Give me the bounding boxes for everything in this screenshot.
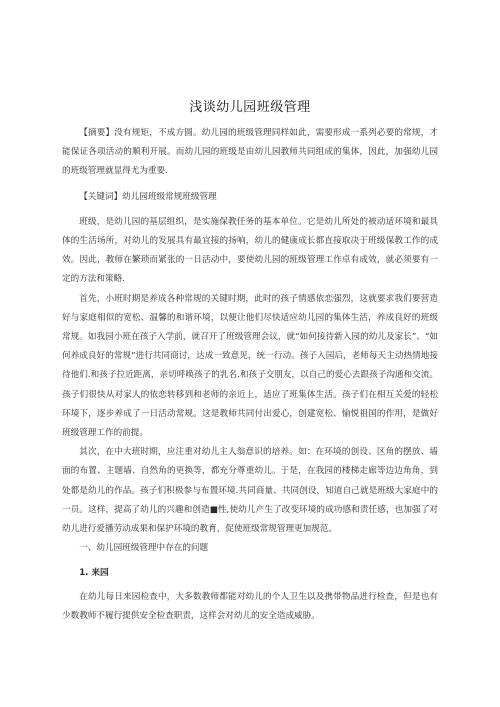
body-paragraph-1: 班级，是幼儿园的基层组织，是实施保教任务的基本单位。它是幼儿所处的被动适环境和最具体的生活场所，对幼儿的发展具有最宜接的扬响，幼儿的健康成长都直接取决于班级保教工作的成效。因此，教师在繁琐而紧张的一日活动中，要使幼儿园的班级管理工作卓有成效，就必须要有一定的方法和策略. [62, 216, 438, 285]
body-paragraph-2: 首先，小班时期是养成各种常规的关键时期，此时的孩子情感依恋强烈，这就要求我们要营造好与家庭相似的宽松、温馨的和谐环境，以便让他们尽快适应幼儿园的集体生活，养成良好的班级常规。如我园小班在孩子入学前，就召开了班级管理会议，就“如何接待新入园的幼儿及家长”、“如何养成良好的常规”进行共同商讨，达成一致意见，统一行动。孩子入园后，老师每天主动热情地接待他们.和孩子拉近距离，亲切呼唤孩子的乳名.和孩子交朋友，以自己的爱心去跟孩子沟通和交流。孩子们很快从对家人的依恋转移到和老师的亲近上，适应了班集体生活。孩子们在相互关爱的轻松环境下，逐步养成了一日活动常规。这是教师共同付出爱心，创建宽松、愉悦祖国的作用，是做好班级管理工作的前提。 [62, 293, 438, 439]
body-paragraph-4: 在幼儿每日来园检查中，大多数教师都能对幼儿的个人卫生以及携带物品进行检查，但是也有少数教师不履行提供安全检查职责，这样会对幼儿的安全造成威胁。 [62, 591, 438, 621]
subsection-label: . 来园 [85, 568, 109, 579]
page-title: 浅谈幼儿园班级管理 [189, 100, 311, 115]
abstract-paragraph: 【摘要】没有规矩，不成方圆。幼儿园的班级管理同样如此，需要形成一系列必要的常规，才能保证各项活动的顺利开展。而幼儿园的班级是由幼儿园教师共同组成的集体，因此，加强幼儿园的班级管理就显得尤为重要. [62, 128, 438, 177]
section-heading: 一、幼儿园班级管理中存在的问题 [79, 543, 209, 554]
document-body [62, 124, 438, 626]
body-paragraph-3: 其次，在中大班时期，应注重对幼儿主人翁意识的培养。如：在环境的创设、区角的摆放、墙面的布置、主题墙、自然角的更换等，都充分尊重幼儿。于是，在我园的楼梯走廊等边边角角，到处都是幼儿的作品。孩子们积极参与布置环境.共同商量、共同创设，知道自己就是班级大家庭中的一员。这样，提高了幼儿的兴趣和创造■性,使幼儿产生了改变环境的成功感和责任感，也加强了对幼儿进行爱播劳动成果和保护环境的教育，促使班级常规管理更加规范。 [62, 447, 438, 535]
subsection-number: 1 [79, 568, 86, 579]
subsection-heading [62, 564, 438, 583]
keywords-line: 【关键词】幼儿园班级常规班级管理 [79, 191, 217, 202]
